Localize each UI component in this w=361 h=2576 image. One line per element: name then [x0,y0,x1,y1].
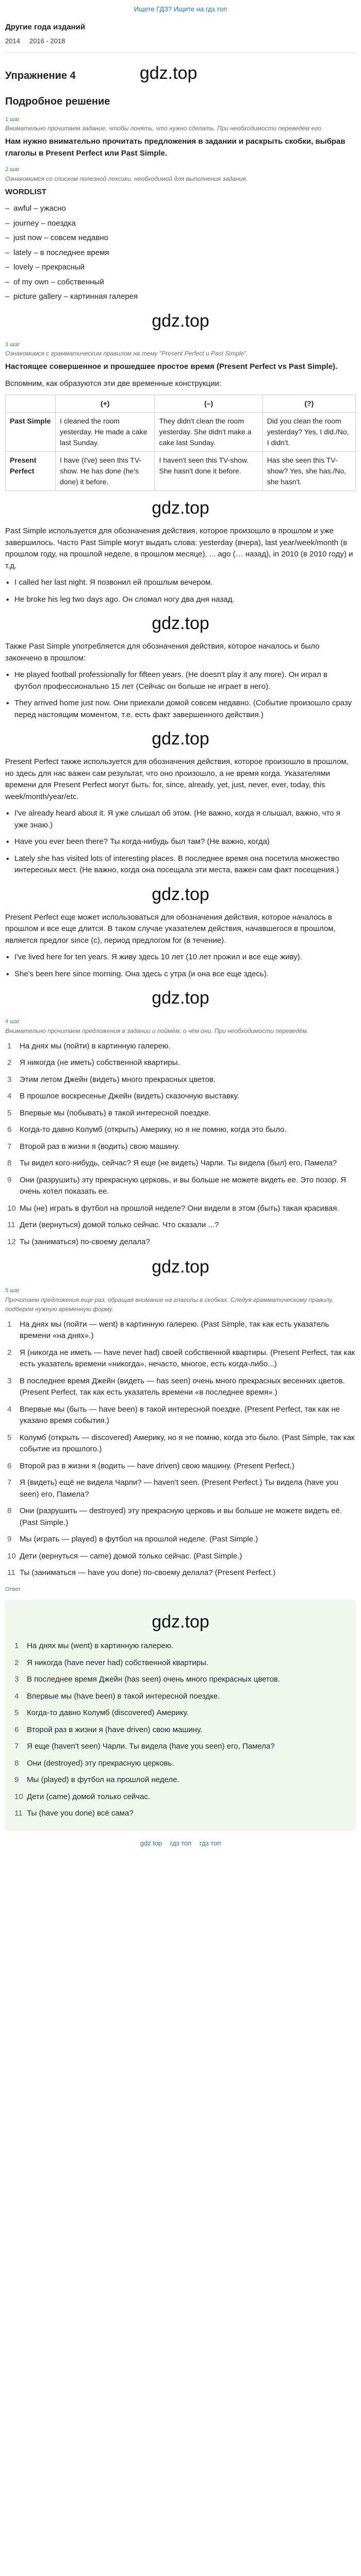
wordlist [5,203,356,303]
list-item: 10 Дети (came) домой только сейчас. [14,1792,151,1801]
exercise-header [5,60,356,87]
word-item: – just now – совсем недавно [5,232,356,244]
list-item: 9 Мы (играть — played) в футбол на прошлой неделе. (Past Simple.) [7,1535,258,1544]
word-item: – lovely – прекрасный [5,262,356,274]
list-item: 9 Мы (played) в футбол на прошлой неделе. [14,1775,179,1784]
answer-explanation-list [5,1319,356,1579]
present-perfect-rule: Present Perfect также используется для обозначения действия, которое произошло в прошлом, но здесь для нас важен сам результат, что оно произошло, а не время когда. Указателями времени для Present Perfect могут быть: for, since, already, yet, just, never, ever, today, this week/month/year/etc. [5,757,349,801]
step-description: Внимательно прочитаем предложения в задании и поймём, о чём они. При необходимости переведём. [5,1027,309,1035]
example-list [5,808,356,876]
example-item: • I've lived here for ten years. Я живу здесь 10 лет (10 лет прожил и все еще живу). [5,952,356,963]
list-item: 3 В последнее время Джейн (видеть — has seen) очень много прекрасных весенних цветов. (Present Perfect, так как есть указатель времени «в последнее время».) [7,1376,345,1397]
list-item: 4 Впервые мы (have been) в такой интересной поездке. [14,1691,220,1701]
wordlist-title: WORDLIST [5,187,46,196]
watermark: gdz.top [152,1612,209,1632]
answer-label: Ответ [5,1586,21,1592]
example-item: • I called her last night. Я позвонил ей прошлым вечером. [5,577,356,589]
step-description: Внимательно прочитаем задание, чтобы понять, что нужно сделать. При необходимости переведём его. [5,125,323,132]
example-item: • Lately she has visited lots of interesting places. В последнее время она посетила множество интересных мест. (Не важно, когда она посещала эти места, важен сам факт посещения.) [5,853,356,876]
list-item: 8 Они (разрушить — destroyed) эту прекрасную церковь и вы больше не можете видеть её. (Past Simple.) [7,1506,342,1527]
list-item: 2 Я никогда (have never had) собственной квартиры. [14,1658,209,1667]
exercise-title: Упражнение 4 [5,70,76,81]
footer-link[interactable]: гдз топ [199,1839,221,1847]
example-item: • She's been here since morning. Она здесь с утра (и она все еще здесь). [5,969,356,980]
footer-links [5,1838,356,1849]
year-link[interactable]: 2014 [5,37,20,45]
list-item: 6 Когда-то давно Колумб (открыть) Америку, но я не помню, когда это было. [7,1125,287,1134]
rule-intro: Вспомним, как образуются эти две временные конструкции: [5,379,222,388]
example-item: • Have you ever been there? Ты когда-нибудь был там? (Не важно, когда) [5,836,356,848]
watermark: gdz.top [152,498,209,518]
list-item: 12 Ты (заниматься) по-своему делала? [7,1237,150,1246]
rule-title: Настоящее совершенное и прошедшее простое время (Present Perfect vs Past Simple). [5,362,338,371]
list-item: 5 Колумб (открыть — discovered) Америку, но я не помню, когда это было. (Past Simple, так как событие из прошлого.) [7,1433,355,1453]
table-cell: Past Simple [6,413,56,452]
word-item: – lately – в последнее время [5,247,356,259]
top-link[interactable]: Ищете ГДЗ? Ищите на гдз.топ [134,5,227,13]
list-item: 3 В последнее время Джейн (has seen) очень много прекрасных цветов. [14,1675,281,1684]
list-item: 7 Я (видеть) ещё не видела Чарли? — haven't seen. (Present Perfect.) Ты видела (have you seen) его, Памела? [7,1478,339,1499]
word-item: – awful – ужасно [5,203,356,215]
list-item: 4 Впервые мы (быть — have been) в такой интересной поездке. (Present Perfect, так как не указано время события.) [7,1404,340,1425]
answer-list [12,1640,349,1820]
table-cell: Did you clean the room yesterday? Yes, I did./No, I didn't. [262,413,355,452]
table-header: (+) [56,395,155,413]
table-cell: They didn't clean the room yesterday. She didn't make a cake last Sunday. [155,413,262,452]
footer-link[interactable]: gdz top [140,1839,162,1847]
list-item: 5 Впервые мы (побывать) в такой интересной поездке. [7,1108,211,1117]
word-item: – journey – поездка [5,218,356,230]
list-item: 7 Я еще (haven't seen) Чарли. Ты видела (have you seen) его, Памела? [14,1742,275,1751]
list-item: 2 Я никогда (не иметь) собственной квартиры. [7,1058,180,1067]
list-item: 6 Второй раз в жизни я (водить — have driven) свою машину. (Present Perfect.) [7,1461,294,1470]
past-simple-rule: Past Simple используется для обозначения действия, которое произошло в прошлом и уже завершилось. Часто Past Simple могут выдать слова: yesterday (вчера), last year/week/month (в прошлом году, на прошлой неделе, в прошлом месяце), ... ago (… назад), in 2010 (в 2010 году) и т.д. [5,527,353,570]
word-item: – picture gallery – картинная галерея [5,291,356,303]
sentence-list [5,1041,356,1248]
table-cell: I haven't seen this TV-show. She hasn't done it before. [155,452,262,491]
list-item: 11 Дети (вернуться) домой только сейчас. Что сказали ...? [7,1221,219,1229]
step-label: 4 шаг [5,1019,20,1025]
example-item: • He played football professionally for fifteen years. (He doesn't play it any more). Он играл в футбол профессионально 15 лет (Сейчас он больше не играет в него). [5,669,356,692]
step-label: 3 шаг [5,341,20,348]
list-item: 4 В прошлое воскресенье Джейн (видеть) сказочную выставку. [7,1092,239,1100]
table-cell: Has she seen this TV-show? Yes, she has./No, she hasn't. [262,452,355,491]
list-item: 11 Ты (have you done) всё сама? [14,1809,134,1818]
table-row [6,452,356,491]
past-simple-rule-2: Также Past Simple употребляется для обозначения действия, которое началось и было закончено в прошлом: [5,642,320,663]
watermark: gdz.top [152,311,209,331]
list-item: 6 Второй раз в жизни я (have driven) свою машину. [14,1725,203,1734]
list-item: 7 Второй раз в жизни я (водить) свою машину. [7,1142,180,1151]
footer-link[interactable]: гдз топ [170,1839,192,1847]
list-item: 2 Я (никогда не иметь — have never had) своей собственной квартиры. (Present Perfect, так как есть указатель времени «никогда», нечасто, многое, есть когда-либо...) [7,1348,355,1368]
list-item: 9 Они (разрушить) эту прекрасную церковь, и вы больше не можете видеть ее. Это позор. Я очень хотел показать ее. [7,1175,347,1196]
table-header-row [6,395,356,413]
example-list [5,669,356,721]
list-item: 10 Дети (вернуться — came) домой только сейчас. (Past Simple.) [7,1551,242,1561]
present-perfect-rule-2: Present Perfect еще может использоваться для обозначения действия, которое началось в прошлом и все еще длится. В таком случае указателем действия, начавшегося в прошлом, является предлог since (с), период предлогом for (в течение). [5,912,336,945]
watermark: gdz.top [152,988,209,1008]
step-description: Прочитаем предложения еще раз, обращая внимание на глаголы в скобках. Следуя грамматическому правилу, подберем нужную временную форму. [5,1296,334,1313]
table-header: (?) [262,395,355,413]
example-item: • They arrived home just now. Они приехали домой совсем недавно. (Событие произошло сразу перед настоящим моментом, т.е. есть факт завершенного действия.) [5,698,356,721]
year-list [5,35,356,47]
list-item: 1 На днях мы (went) в картинную галерею. [14,1641,174,1650]
example-list [5,952,356,980]
solution-title: Подробное решение [5,95,110,107]
watermark: gdz.top [152,729,209,749]
table-cell: I have (I've) seen this TV-show. He has done (he's done) it before. [56,452,155,491]
example-item: • I've already heard about it. Я уже слышал об этом. (Не важно, когда я слышал, важно, что я уже знаю.) [5,808,356,831]
list-item: 3 Этим летом Джейн (видеть) много прекрасных цветов. [7,1075,216,1084]
watermark: gdz.top [139,63,198,83]
watermark: gdz.top [152,1257,209,1277]
list-item: 8 Они (destroyed) эту прекрасную церковь. [14,1758,174,1768]
table-header [6,395,56,413]
list-item: 8 Ты видел кого-нибудь, сейчас? Я еще (не видеть) Чарли. Ты видела (был) его, Памела? [7,1159,337,1167]
year-link[interactable]: 2016 - 2018 [29,37,65,45]
list-item: 11 Ты (заниматься — have you done) по-своему делала? (Present Perfect.) [7,1568,276,1577]
other-years-title: Другие года изданий [5,22,86,31]
word-item: – of my own – собственный [5,277,356,289]
list-item: 5 Когда-то давно Колумб (discovered) Америку. [14,1708,189,1717]
step-label: 1 шаг [5,116,20,123]
step-label: 2 шаг [5,166,20,173]
list-item: 10 Мы (не) играть в футбол на прошлой неделе? Они видели в этом (быть) такая красивая. [7,1204,339,1213]
example-item: • He broke his leg two days ago. Он сломал ногу два дня назад. [5,594,356,606]
list-item: 1 На днях мы (пойти) в картинную галерею. [7,1041,171,1050]
step-label: 5 шаг [5,1287,20,1294]
example-list [5,577,356,605]
tense-table [5,395,356,491]
table-cell: Present Perfect [6,452,56,491]
step-description: Ознакомимся со списком полезной лексики, необходимой для выполнения задания. [5,175,248,182]
step-text: Нам нужно внимательно прочитать предложения в задании и раскрыть скобки, выбрав глаголы в Present Perfect или Past Simple. [5,137,346,158]
answer-box [5,1600,356,1831]
step-description: Ознакомимся с грамматическим правилом на тему "Present Perfect и Past Simple". [5,350,248,357]
list-item: 1 На днях мы (пойти — went) в картинную галерею. (Past Simple, так как есть указатель времени «на днях».) [7,1319,330,1340]
table-row [6,413,356,452]
table-header: (–) [155,395,262,413]
watermark: gdz.top [152,614,209,633]
table-cell: I cleaned the room yesterday. He made a cake last Sunday. [56,413,155,452]
watermark: gdz.top [152,884,209,904]
